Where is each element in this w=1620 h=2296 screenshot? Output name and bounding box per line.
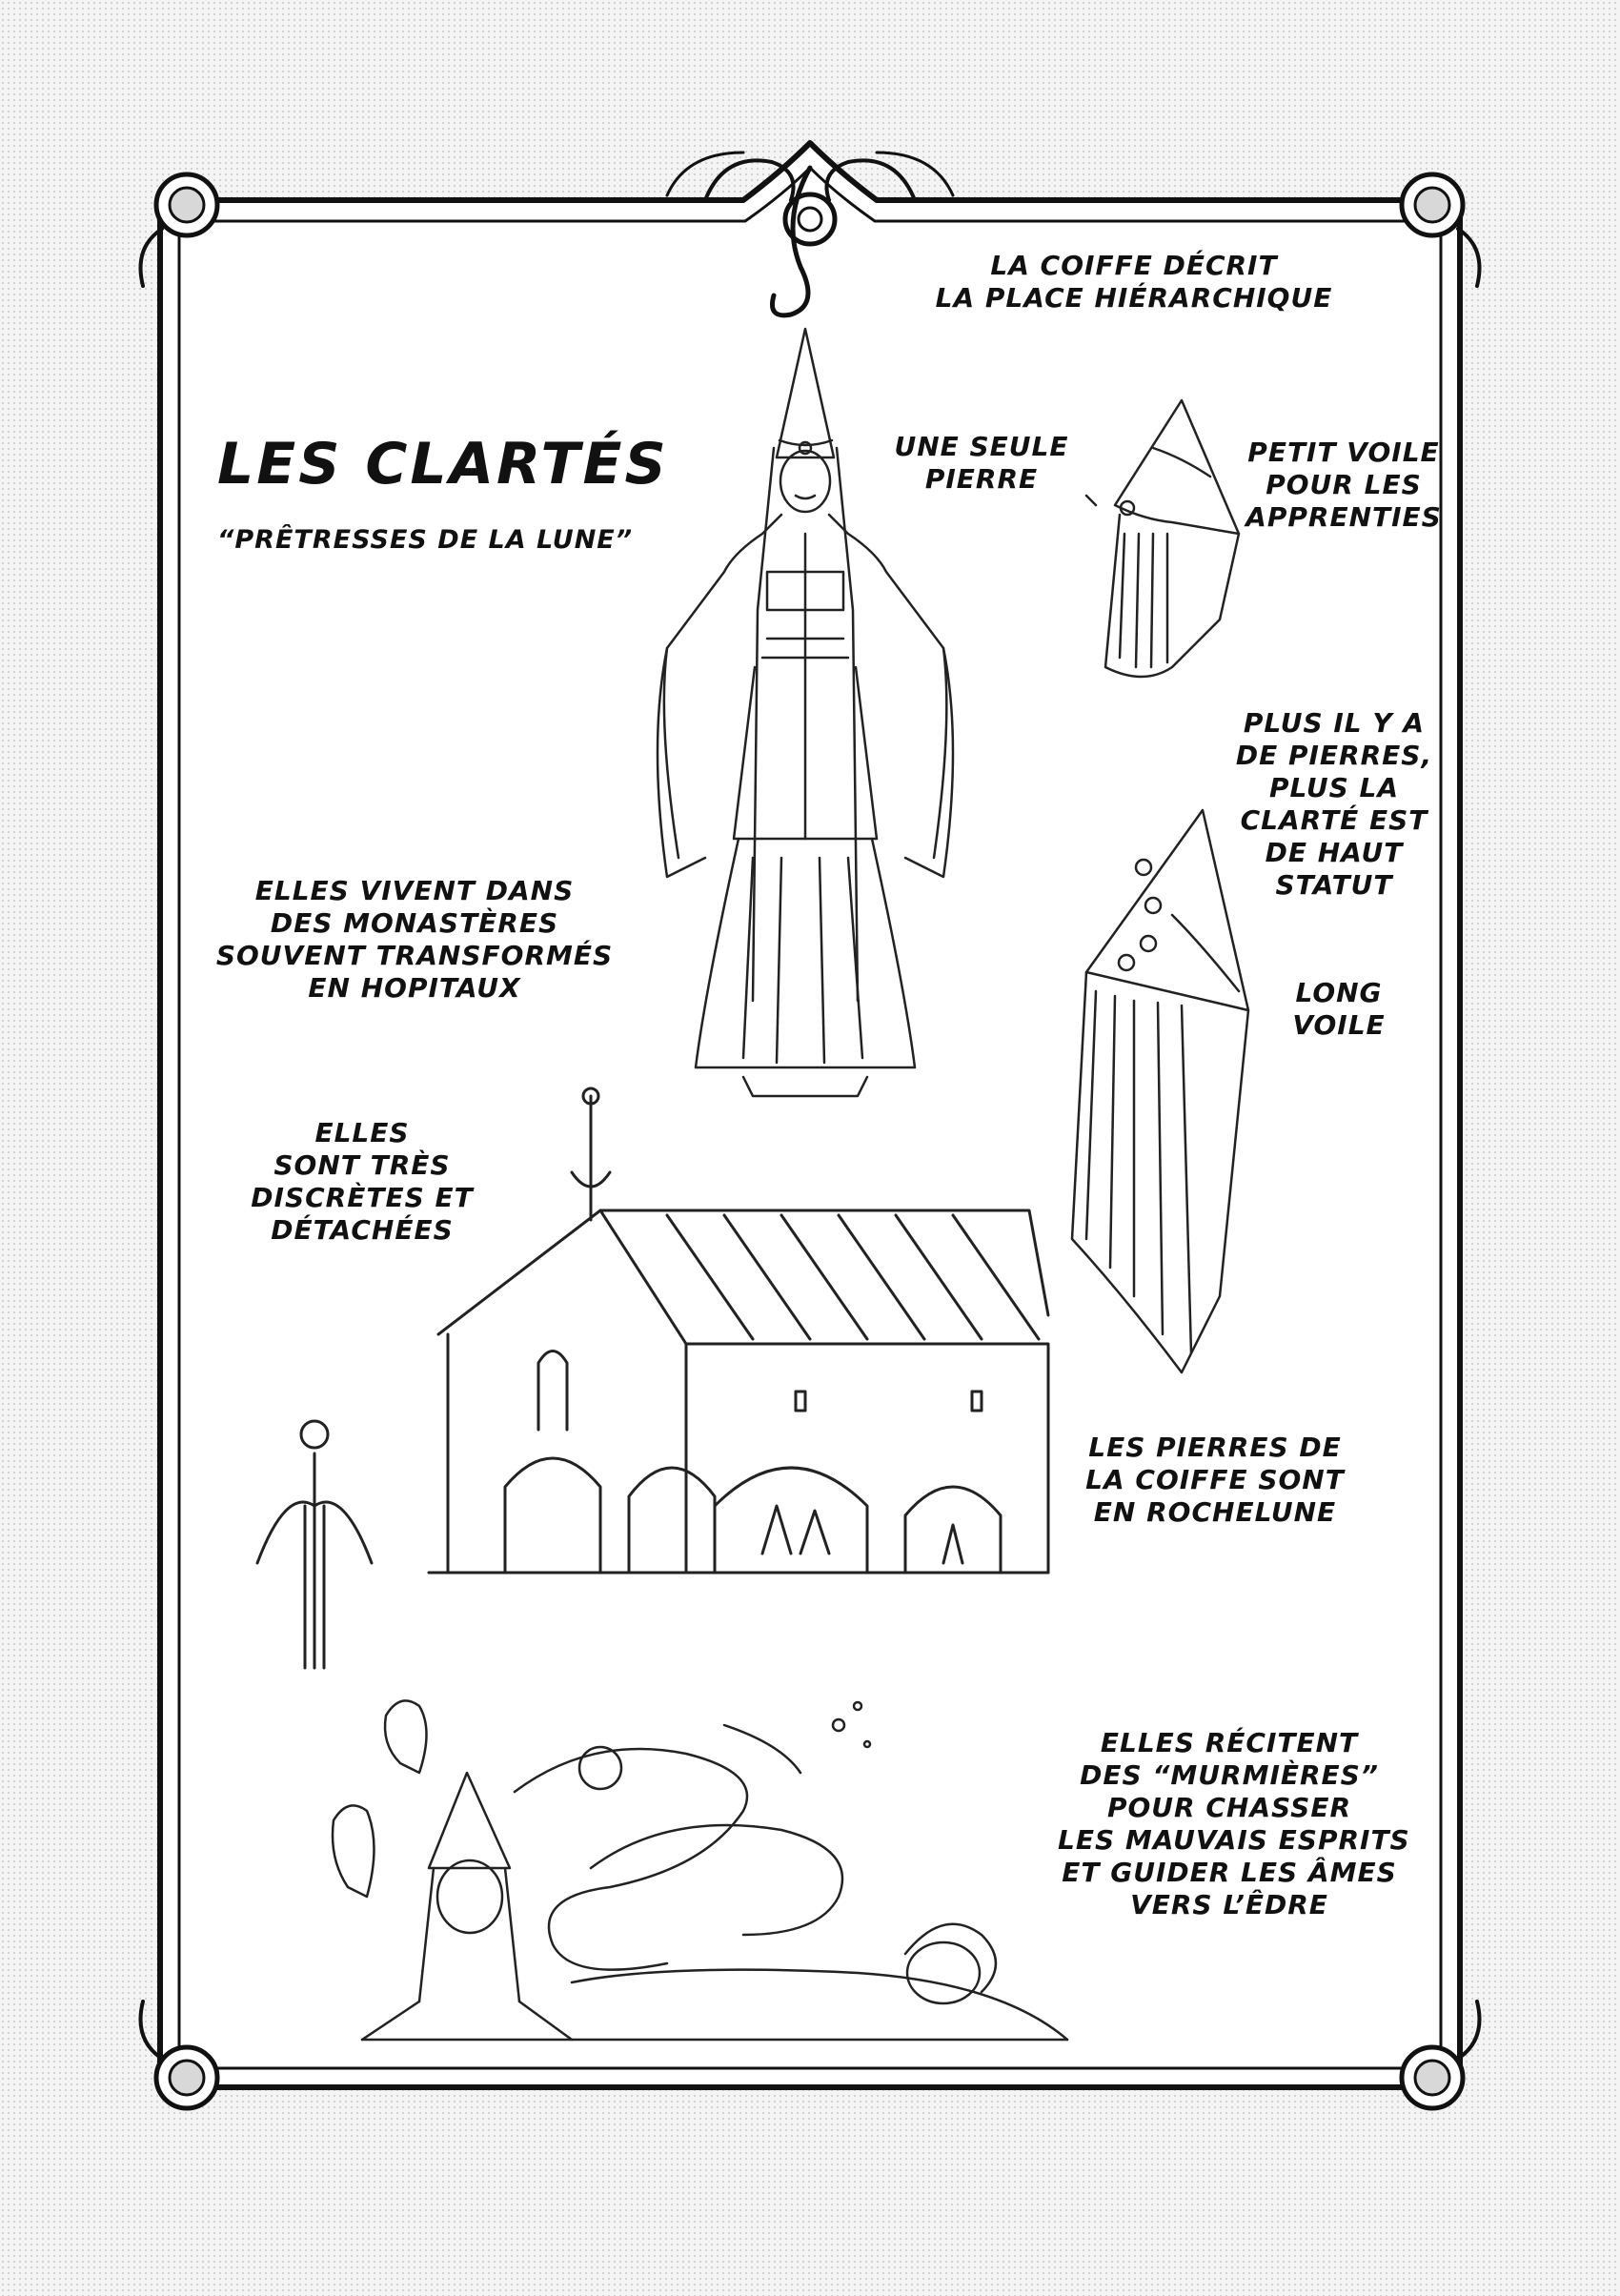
annotation-discretes: ELLES SONT TRÈS DISCRÈTES ET DÉTACHÉES [251,1117,474,1246]
annotation-coiffe: LA COIFFE DÉCRIT LA PLACE HIÉRARCHIQUE [935,250,1333,314]
annotation-plus-pierres: PLUS IL Y A DE PIERRES, PLUS LA CLARTÉ EST DE HAUT STATUT [1235,707,1433,901]
annotation-petit-voile: PETIT VOILE POUR LES APPRENTIES [1245,437,1442,533]
annotation-seule-pierre: UNE SEULE PIERRE [894,431,1069,495]
page-subtitle: “PRÊTRESSES DE LA LUNE” [217,525,634,555]
annotation-rochelune: LES PIERRES DE LA COIFFE SONT EN ROCHELUNE [1085,1432,1345,1528]
annotation-long-voile: LONG VOILE [1292,977,1386,1041]
annotation-monasteres: ELLES VIVENT DANS DES MONASTÈRES SOUVENT TRANSFORMÉS EN HOPITAUX [215,875,614,1004]
annotation-murmieres: ELLES RÉCITENT DES “MURMIÈRES” POUR CHASSER LES MAUVAIS ESPRITS ET GUIDER LES ÂMES VERS L’ÊDRE [1058,1727,1410,1920]
page-title: LES CLARTÉS [217,431,669,498]
